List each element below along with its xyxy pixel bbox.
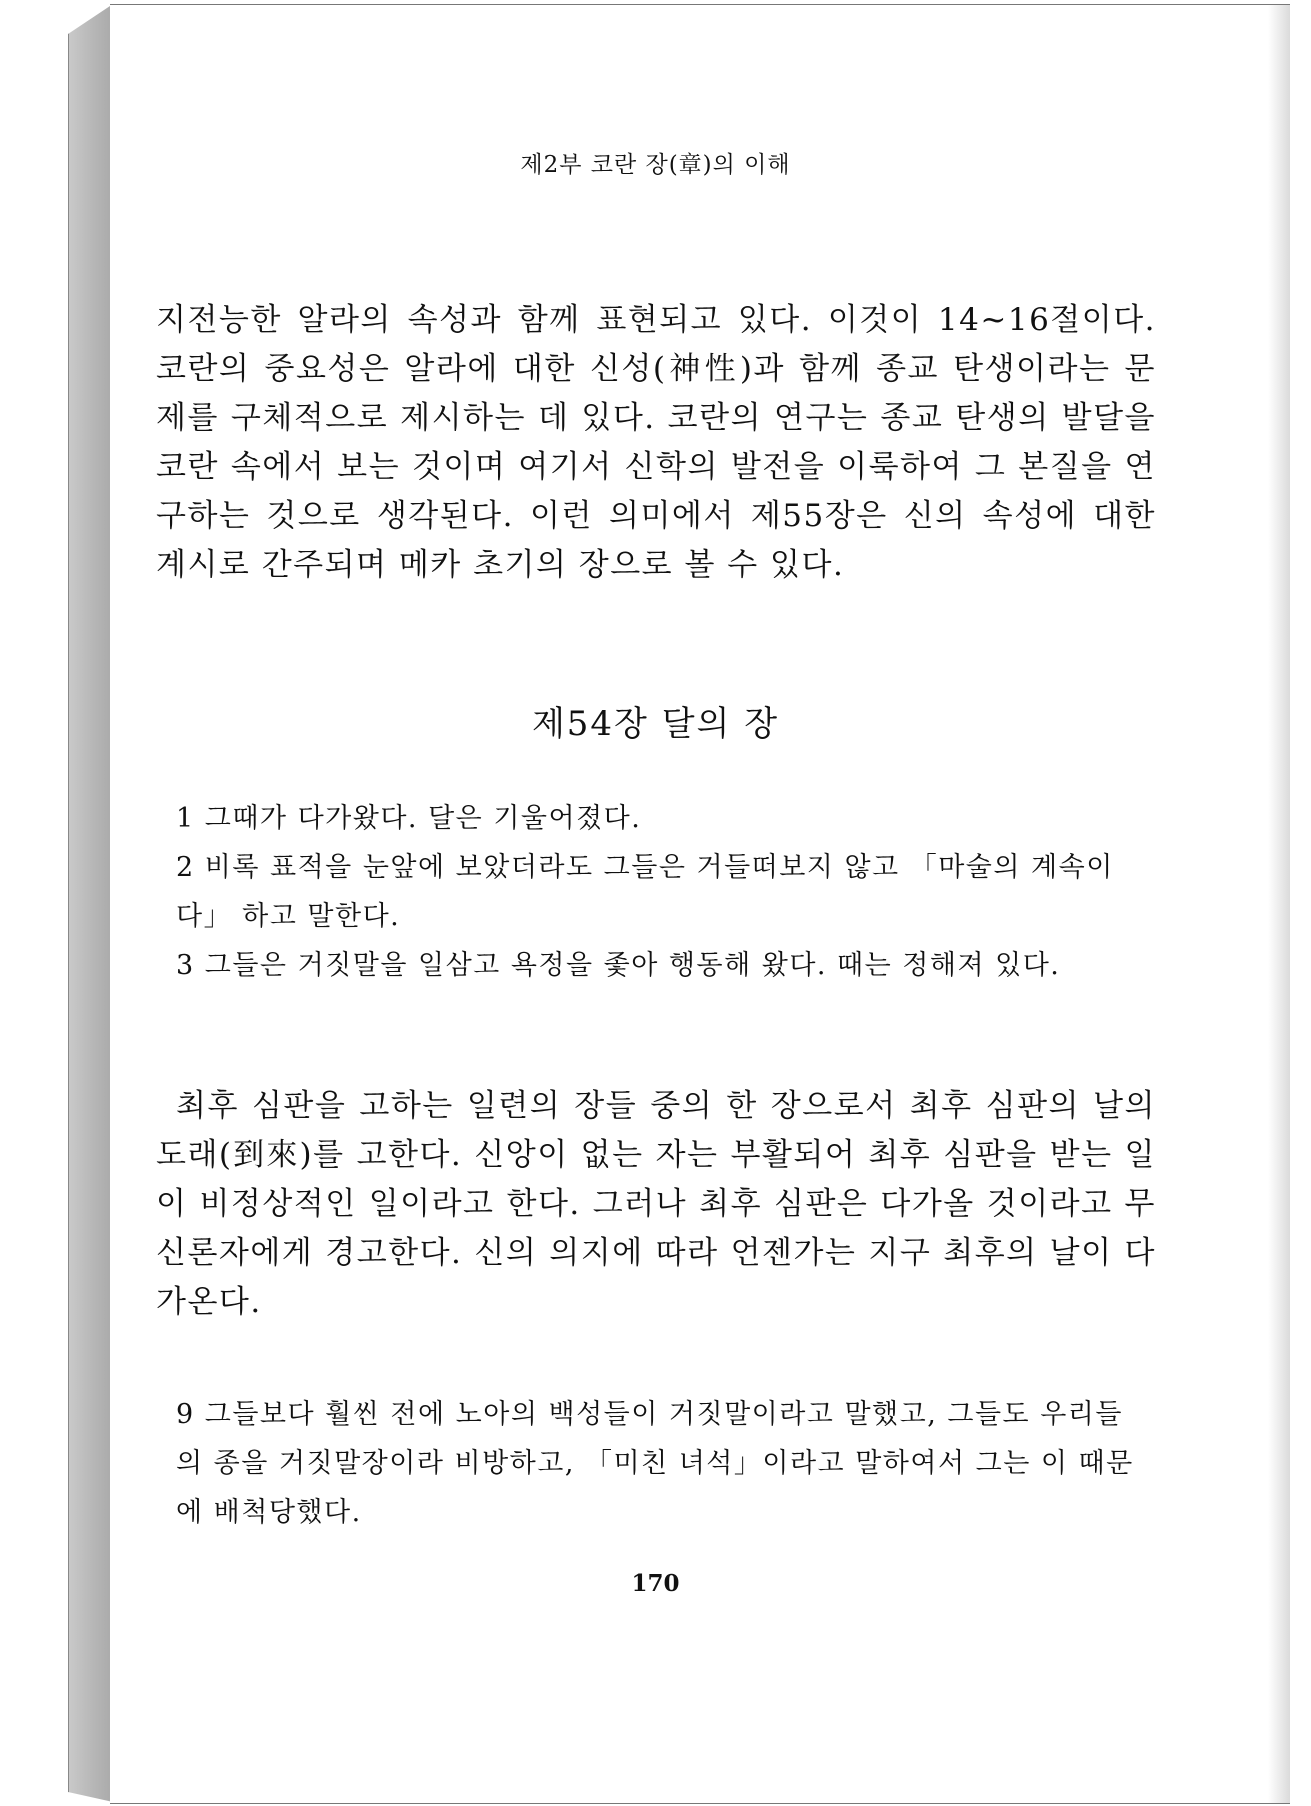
- page-number: 170: [631, 1570, 680, 1597]
- verse-block-bottom: [176, 1390, 1136, 1537]
- verse-9: 9 그들보다 훨씬 전에 노아의 백성들이 거짓말이라고 말했고, 그들도 우리들의 종을 거짓말장이라 비방하고, 「미친 녀석」이라고 말하여서 그는 이 때문에 배척당했다.: [176, 1399, 1134, 1528]
- verse-2: 2 비록 표적을 눈앞에 보았더라도 그들은 거들떠보지 않고 「마술의 계속이다」 하고 말한다.: [176, 852, 1114, 932]
- page-edge-shadow: [1268, 5, 1290, 1803]
- verse-block-top: [176, 794, 1136, 990]
- book-spine: [68, 4, 113, 1802]
- running-head: 제2부 코란 장(章)의 이해: [520, 152, 791, 178]
- body-paragraph-2: 최후 심판을 고하는 일련의 장들 중의 한 장으로서 최후 심판의 날의 도래(到來)를 고한다. 신앙이 없는 자는 부활되어 최후 심판을 받는 일이 비정상적인 일이라고 한다. 그러나 최후 심판은 다가올 것이라고 무신론자에게 경고한다. 신의 의지에 따라 언젠가는 지구 최후의 날이 다가온다.: [156, 1088, 1156, 1320]
- verse-1: 1 그때가 다가왔다. 달은 기울어졌다.: [176, 803, 642, 834]
- body-paragraph-1: 지전능한 알라의 속성과 함께 표현되고 있다. 이것이 14~16절이다. 코란의 중요성은 알라에 대한 신성(神性)과 함께 종교 탄생이라는 문제를 구체적으로 제시하는 데 있다. 코란의 연구는 종교 탄생의 발달을 코란 속에서 보는 것이며 여기서 신학의 발전을 이룩하여 그 본질을 연구하는 것으로 생각된다. 이런 의미에서 제55장은 신의 속성에 대한 계시로 간주되며 메카 초기의 장으로 볼 수 있다.: [156, 302, 1156, 583]
- verse-3: 3 그들은 거짓말을 일삼고 욕정을 좇아 행동해 왔다. 때는 정해져 있다.: [176, 950, 1061, 981]
- chapter-title: 제54장 달의 장: [531, 704, 780, 744]
